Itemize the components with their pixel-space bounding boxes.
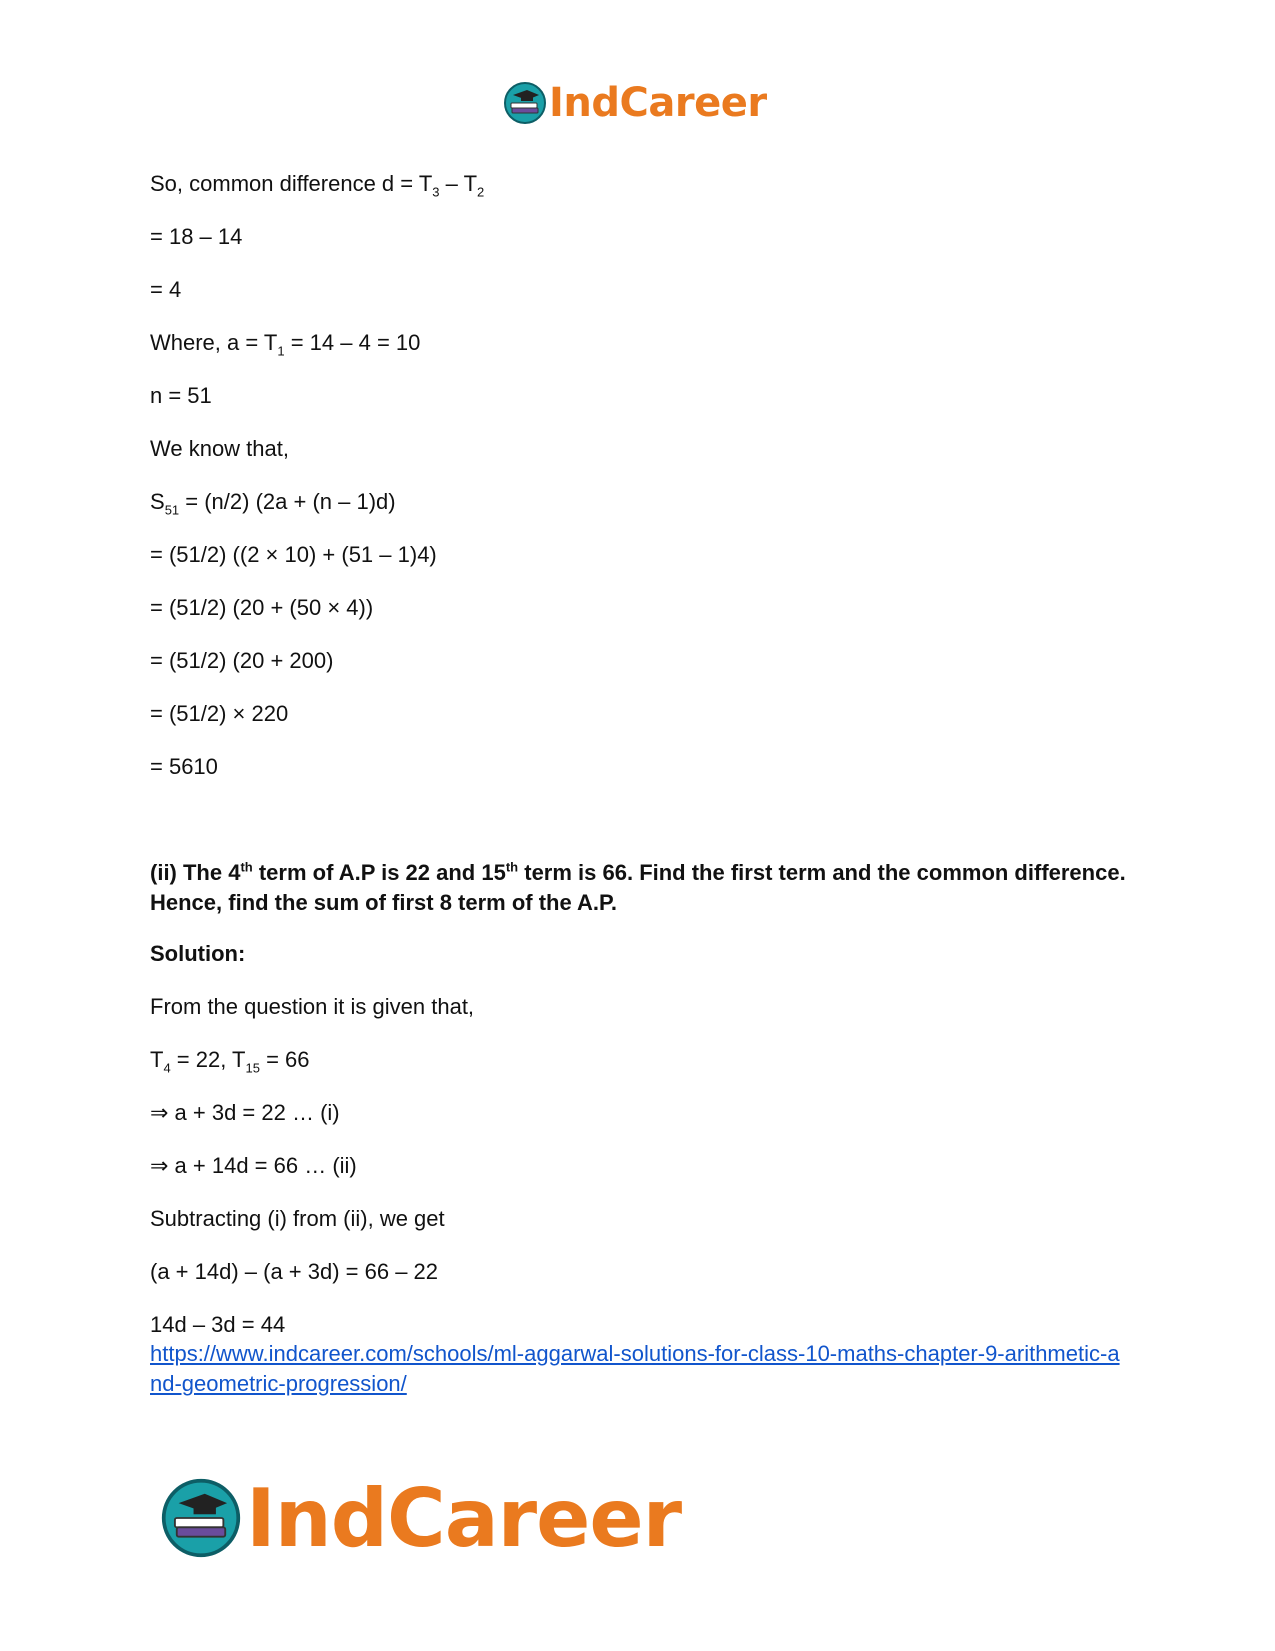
solution-heading: Solution: (150, 941, 246, 966)
header-logo (503, 78, 767, 128)
text-line: $S_{51} = (n/2) (2a + (n - 1)d)$ (150, 489, 396, 518)
text-line: = 4 (150, 277, 182, 302)
text-line: = 18 – 14 (150, 224, 243, 249)
text-line: ⇒ a + 14d = 66 … (ii) (150, 1153, 357, 1178)
text-line: n = 51 (150, 383, 212, 408)
text-line: We know that, (150, 436, 289, 461)
text-line: = 5610 (150, 754, 218, 779)
logo-wordmark: IndCareer (246, 1471, 682, 1565)
text-line: 14d – 3d = 44 (150, 1312, 286, 1337)
text-line: = (51/2) (20 + (50 × 4)) (150, 595, 374, 620)
book-globe-icon (160, 1477, 242, 1559)
text-line: $T_4 = 22$, $T_{15} = 66$ (150, 1047, 310, 1076)
text-line: = (51/2) × 220 (150, 701, 289, 726)
logo-wordmark: IndCareer (549, 80, 767, 126)
book-globe-icon (503, 81, 547, 125)
text-line: So, common difference $d = T_3 - T_2$ (150, 171, 485, 200)
source-link[interactable]: https://www.indcareer.com/schools/ml-aggarwal-solutions-for-class-10-maths-chapter-9-arithmetic-and-geometric-progression/ (150, 1341, 1120, 1396)
text-line: = (51/2) ((2 × 10) + (51 – 1)4) (150, 542, 437, 567)
text-line: (a + 14d) – (a + 3d) = 66 – 22 (150, 1259, 439, 1284)
text-line: ⇒ a + 3d = 22 … (i) (150, 1100, 340, 1125)
text-line: Where, $a = T_1 = 14 - 4 = 10$ (150, 330, 421, 359)
text-line: From the question it is given that, (150, 994, 475, 1019)
text-line: = (51/2) (20 + 200) (150, 648, 334, 673)
footer-logo (160, 1468, 681, 1568)
question-text: (ii) The 4th term of A.P is 22 and 15th term is 66. Find the first term and the common difference. Hence, find the sum of first 8 term of the A.P. (150, 859, 1126, 915)
text-line: Subtracting (i) from (ii), we get (150, 1206, 445, 1231)
